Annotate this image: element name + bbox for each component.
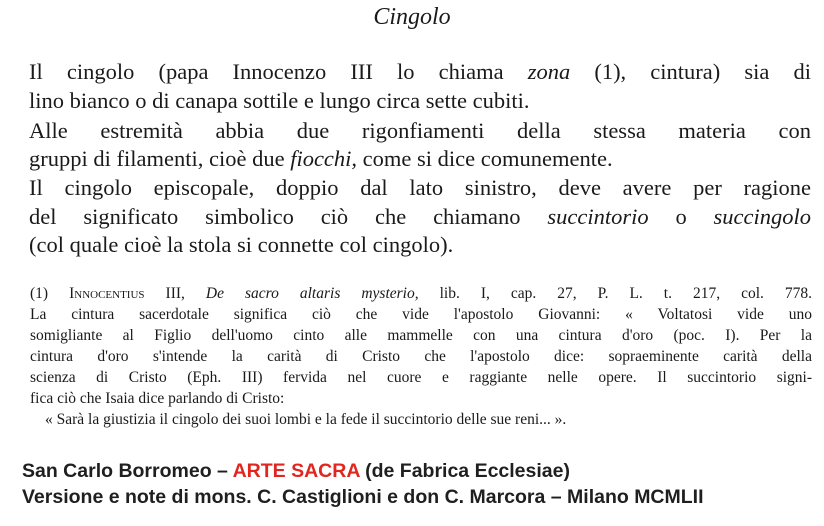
body-line-5: Il cingolo episcopale, doppio dal lato sinistro, deve avere per ragione — [29, 175, 811, 200]
footnote-reference: lib. I, cap. 27, P. L. t. 217, col. 778. — [439, 285, 813, 302]
footnote-author: Innocentius III, — [69, 285, 185, 302]
body-italic: succintorio — [547, 204, 649, 229]
body-italic: fiocchi, — [290, 146, 358, 171]
body-text: Il cingolo (papa Innocenzo III lo chiama — [29, 59, 528, 84]
body-text: come si dice comunemente. — [357, 146, 613, 171]
body-italic: succingolo — [713, 204, 811, 229]
body-line-4 — [29, 146, 613, 172]
body-line-2: lino bianco o di canapa sottile e lungo circa sette cubiti. — [29, 88, 530, 113]
caption-text: San Carlo Borromeo – — [22, 460, 233, 482]
footnote-line: scienza di Cristo (Eph. III) fervida nel cuore e raggiante nelle opere. Il succintorio signi- — [30, 369, 812, 386]
footnote-work: De sacro altaris mysterio, — [205, 285, 419, 302]
caption-text: (de Fabrica Ecclesiae) — [359, 460, 570, 482]
caption-line-2: Versione e note di mons. C. Castiglioni e don C. Marcora – Milano MCMLII — [22, 486, 704, 508]
body-line-1 — [29, 59, 811, 85]
body-line-6 — [29, 204, 811, 230]
body-text: (1), cintura) sia di — [570, 59, 811, 84]
footnote-line: fica ciò che Isaia dice parlando di Cristo: — [30, 390, 285, 407]
footnote-marker: (1) — [30, 285, 49, 302]
footnote-heading — [30, 285, 812, 303]
footnote-line: somigliante al Figlio dell'uomo cinto alle mammelle con una cintura d'oro (poc. I). Per la — [30, 327, 812, 344]
body-text: o — [648, 204, 714, 229]
body-text: gruppi di filamenti, cioè due — [29, 146, 291, 171]
footnote-line: cintura d'oro s'intende la carità di Cristo che l'apostolo dice: sopraeminente carità della — [30, 348, 812, 365]
caption-line-1 — [22, 460, 570, 483]
body-line-3: Alle estremità abbia due rigonfiamenti della stessa materia con — [29, 118, 811, 143]
footnote-line: La cintura sacerdotale significa ciò che vide l'apostolo Giovanni: « Voltatosi vide uno — [30, 306, 812, 323]
footnote-line: « Sarà la giustizia il cingolo dei suoi lombi e la fede il succintorio delle sue reni... ». — [45, 411, 567, 428]
body-text: del significato simbolico ciò che chiamano — [29, 204, 548, 229]
section-title: Cingolo — [373, 4, 451, 30]
body-line-7: (col quale cioè la stola si connette col cingolo). — [29, 232, 454, 257]
caption-highlight: ARTE SACRA — [232, 460, 360, 482]
body-italic: zona — [527, 59, 571, 84]
